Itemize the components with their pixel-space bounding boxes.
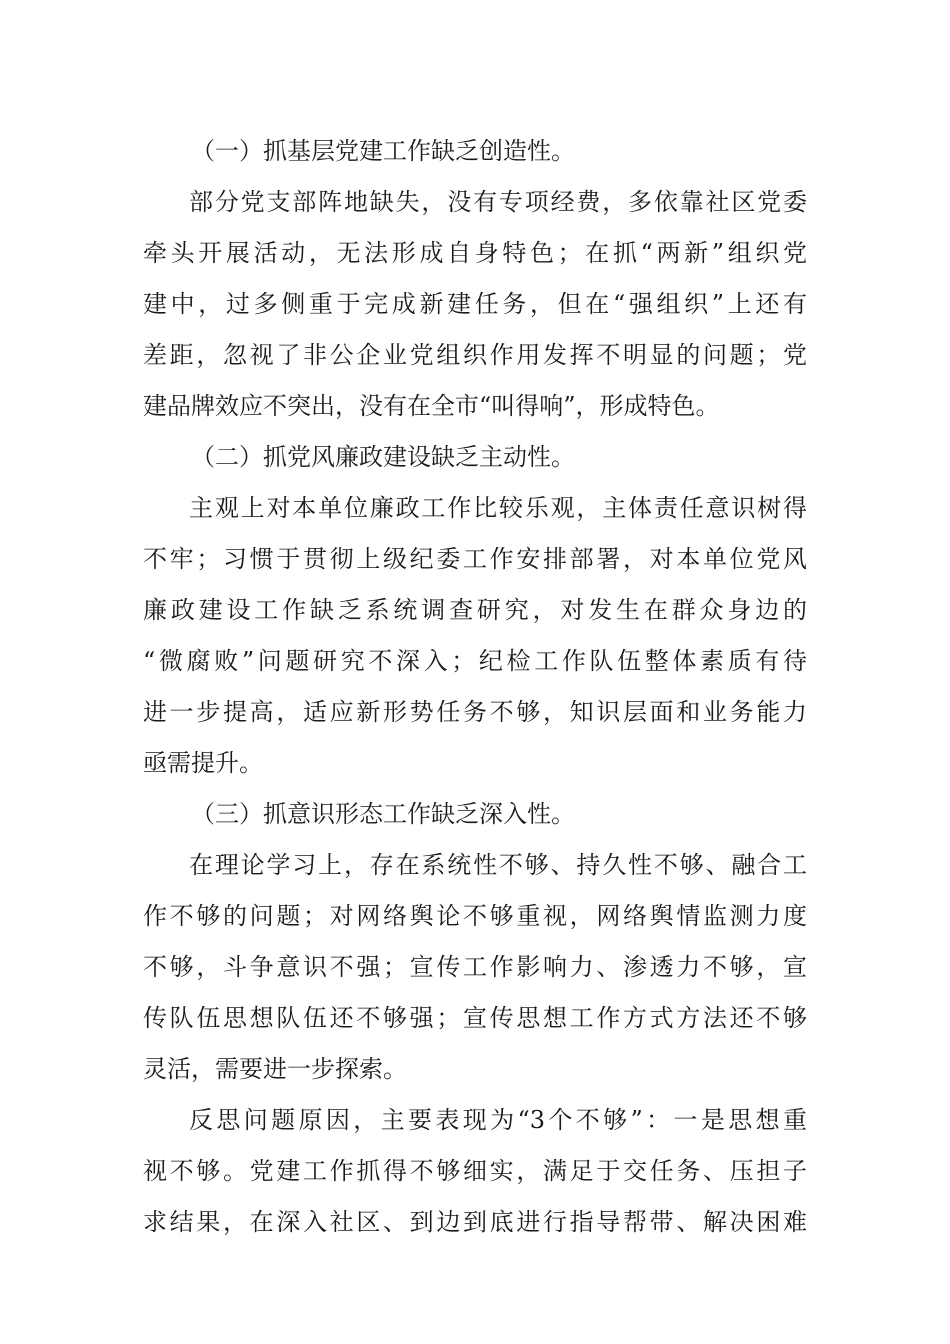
section-4-line-3: 求结果，在深入社区、到边到底进行指导帮带、解决困难 bbox=[143, 1208, 807, 1236]
section-3-line-5: 灵活，需要进一步探索。 bbox=[143, 1055, 407, 1083]
section-2-line-6: 亟需提升。 bbox=[143, 749, 263, 777]
section-4-line-1: 反思问题原因，主要表现为“3个不够”：一是思想重 bbox=[189, 1106, 807, 1134]
section-2-line-5: 进一步提高，适应新形势任务不够，知识层面和业务能力 bbox=[143, 698, 807, 726]
section-1-line-5: 建品牌效应不突出，没有在全市“叫得响”，形成特色。 bbox=[143, 392, 720, 420]
section-3-line-4: 传队伍思想队伍还不够强；宣传思想工作方式方法还不够 bbox=[143, 1004, 807, 1032]
section-3-line-1: 在理论学习上，存在系统性不够、持久性不够、融合工 bbox=[189, 851, 807, 879]
section-1-line-1: 部分党支部阵地缺失，没有专项经费，多依靠社区党委 bbox=[189, 188, 807, 216]
section-2-heading: （二）抓党风廉政建设缺乏主动性。 bbox=[191, 443, 575, 471]
section-3-heading: （三）抓意识形态工作缺乏深入性。 bbox=[191, 800, 575, 828]
section-2-line-2: 不牢；习惯于贯彻上级纪委工作安排部署，对本单位党风 bbox=[143, 545, 807, 573]
section-2-line-4: “微腐败”问题研究不深入；纪检工作队伍整体素质有待 bbox=[143, 647, 807, 675]
section-3-line-3: 不够，斗争意识不强；宣传工作影响力、渗透力不够，宣 bbox=[143, 953, 807, 981]
section-1-line-4: 差距，忽视了非公企业党组织作用发挥不明显的问题；党 bbox=[143, 341, 807, 369]
section-1-line-3: 建中，过多侧重于完成新建任务，但在“强组织”上还有 bbox=[143, 290, 807, 318]
section-1-heading: （一）抓基层党建工作缺乏创造性。 bbox=[191, 137, 575, 165]
section-3-line-2: 作不够的问题；对网络舆论不够重视，网络舆情监测力度 bbox=[143, 902, 807, 930]
document-page bbox=[143, 126, 807, 1248]
section-4-line-2: 视不够。党建工作抓得不够细实，满足于交任务、压担子 bbox=[143, 1157, 807, 1185]
section-2-line-3: 廉政建设工作缺乏系统调查研究，对发生在群众身边的 bbox=[143, 596, 807, 624]
section-1-line-2: 牵头开展活动，无法形成自身特色；在抓“两新”组织党 bbox=[143, 239, 807, 267]
section-2-line-1: 主观上对本单位廉政工作比较乐观，主体责任意识树得 bbox=[189, 494, 807, 522]
